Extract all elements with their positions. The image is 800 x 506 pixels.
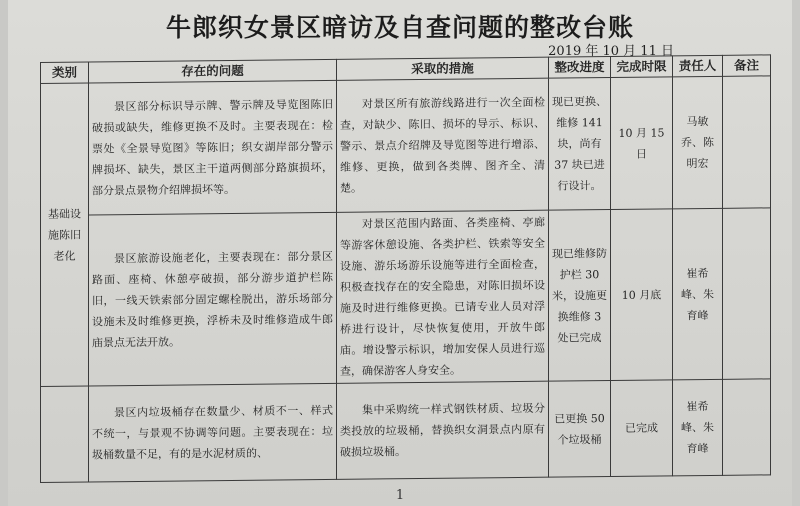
deadline-cell: 10 月底 (611, 209, 673, 381)
deadline-cell: 10 月 15 日 (611, 77, 673, 210)
header-remarks: 备注 (723, 55, 771, 77)
responsible-cell: 崔希峰、朱育峰 (673, 208, 723, 380)
document-page (8, 0, 792, 506)
remarks-cell (723, 76, 771, 209)
header-measures: 采取的措施 (337, 57, 549, 80)
document-date: 2019 年 10 月 11 日 (548, 44, 674, 59)
table-row (41, 208, 771, 387)
header-deadline: 完成时限 (611, 56, 673, 78)
measures-cell: 对景区范围内路面、各类座椅、亭廊等游客休憩设施、各类护栏、铁索等安全设施、游乐场游乐设施等进行全面检查，积极查找存在的安全隐患，对陈旧损坏设施及时进行维修更换。已请专业人员对浮桥进行设计，尽快恢复使用，开放牛郎庙。增设警示标识，增加安保人员进行巡查，确保游客人身安全。 (337, 210, 549, 383)
measures-cell: 对景区所有旅游线路进行一次全面检查，对缺少、陈旧、损坏的导示、标识、警示、景点介绍牌及导览图等进行增添、维修、更换，做到各类牌、图齐全、清楚。 (337, 78, 549, 212)
problem-cell: 景区内垃圾桶存在数量少、材质不一、样式不统一，与景观不协调等问题。主要表现在：垃圾桶数量不足，有的是水泥材质的、 (89, 383, 337, 482)
table-row (41, 76, 771, 216)
progress-cell: 现已更换、维修 141 块，尚有 37 块已进行设计。 (549, 78, 611, 211)
table-row (41, 379, 771, 483)
category-cell-empty (41, 386, 89, 483)
page-number: 1 (395, 488, 405, 503)
deadline-cell: 已完成 (611, 380, 673, 477)
header-problem: 存在的问题 (89, 59, 337, 83)
responsible-cell: 马敏乔、陈明宏 (673, 76, 723, 209)
responsible-cell: 崔希峰、朱育峰 (673, 379, 723, 476)
progress-cell: 现已维修防护栏 30 米，设施更换维修 3 处已完成 (549, 210, 611, 382)
remarks-cell (723, 379, 771, 476)
progress-cell: 已更换 50 个垃圾桶 (549, 381, 611, 478)
header-progress: 整改进度 (549, 57, 611, 79)
header-responsible: 责任人 (673, 55, 723, 77)
remarks-cell (723, 208, 771, 380)
category-cell: 基础设施陈旧老化 (41, 83, 89, 387)
measures-cell: 集中采购统一样式钢铁材质、垃圾分类投放的垃圾桶，替换织女洞景点内原有破损垃圾桶。 (337, 381, 549, 479)
document-title: 牛郎织女景区暗访及自查问题的整改台账 (165, 13, 634, 42)
rectification-ledger-table (40, 54, 771, 483)
problem-cell: 景区旅游设施老化，主要表现在：部分景区路面、座椅、休憩亭破损，部分游步道护栏陈旧，一线天铁索部分固定螺栓脱出，游乐场部分设施未及时维修更换，浮桥未及时维修造成牛郎庙景点无法开放。 (89, 212, 337, 386)
header-category: 类别 (41, 62, 89, 84)
problem-cell: 景区部分标识导示牌、警示牌及导览图陈旧破损或缺失，维修更换不及时。主要表现在：检票处《全景导览图》等陈旧；织女湖岸部分警示牌损坏、缺失，景区主干道两侧部分路旗损坏，部分景点景物介绍牌损坏等。 (89, 80, 337, 215)
